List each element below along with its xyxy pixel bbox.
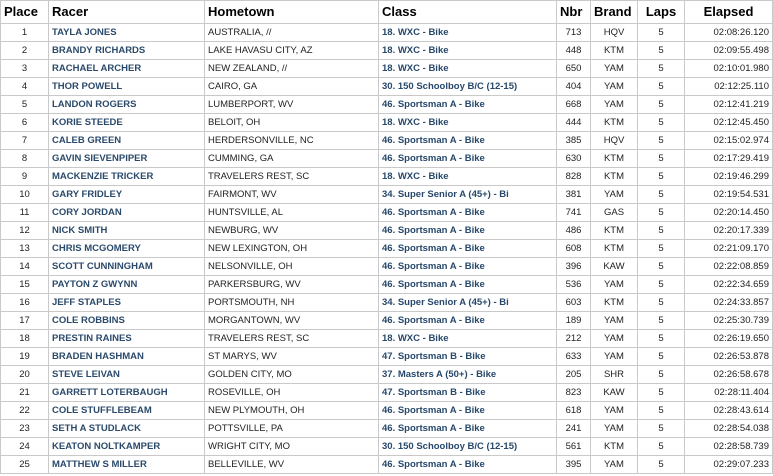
- cell-laps: 5: [638, 420, 685, 438]
- cell-nbr: 444: [557, 114, 591, 132]
- table-row: [1, 366, 773, 384]
- cell-hometown: FAIRMONT, WV: [205, 186, 379, 204]
- cell-nbr: 205: [557, 366, 591, 384]
- cell-class: 18. WXC - Bike: [379, 42, 557, 60]
- cell-class: 18. WXC - Bike: [379, 24, 557, 42]
- cell-laps: 5: [638, 204, 685, 222]
- cell-hometown: PARKERSBURG, WV: [205, 276, 379, 294]
- cell-racer: PAYTON Z GWYNN: [49, 276, 205, 294]
- cell-elapsed: 02:25:30.739: [685, 312, 773, 330]
- cell-racer: MACKENZIE TRICKER: [49, 168, 205, 186]
- table-row: [1, 420, 773, 438]
- cell-place: 16: [1, 294, 49, 312]
- cell-racer: NICK SMITH: [49, 222, 205, 240]
- cell-place: 25: [1, 456, 49, 474]
- cell-laps: 5: [638, 294, 685, 312]
- cell-elapsed: 02:29:07.233: [685, 456, 773, 474]
- cell-class: 30. 150 Schoolboy B/C (12-15): [379, 438, 557, 456]
- cell-nbr: 385: [557, 132, 591, 150]
- cell-laps: 5: [638, 24, 685, 42]
- cell-laps: 5: [638, 186, 685, 204]
- cell-racer: GARY FRIDLEY: [49, 186, 205, 204]
- cell-hometown: BELLEVILLE, WV: [205, 456, 379, 474]
- cell-nbr: 561: [557, 438, 591, 456]
- cell-class: 34. Super Senior A (45+) - Bi: [379, 186, 557, 204]
- cell-laps: 5: [638, 114, 685, 132]
- cell-racer: COLE ROBBINS: [49, 312, 205, 330]
- cell-brand: KTM: [591, 114, 638, 132]
- cell-laps: 5: [638, 222, 685, 240]
- cell-brand: SHR: [591, 366, 638, 384]
- header-class: Class: [379, 1, 557, 24]
- cell-racer: JEFF STAPLES: [49, 294, 205, 312]
- table-row: [1, 222, 773, 240]
- cell-racer: SCOTT CUNNINGHAM: [49, 258, 205, 276]
- cell-nbr: 404: [557, 78, 591, 96]
- cell-place: 4: [1, 78, 49, 96]
- cell-laps: 5: [638, 240, 685, 258]
- cell-brand: YAM: [591, 186, 638, 204]
- cell-brand: KTM: [591, 438, 638, 456]
- cell-place: 5: [1, 96, 49, 114]
- cell-brand: KTM: [591, 294, 638, 312]
- cell-place: 2: [1, 42, 49, 60]
- cell-place: 18: [1, 330, 49, 348]
- cell-class: 46. Sportsman A - Bike: [379, 132, 557, 150]
- cell-class: 37. Masters A (50+) - Bike: [379, 366, 557, 384]
- cell-hometown: NEW PLYMOUTH, OH: [205, 402, 379, 420]
- table-row: [1, 204, 773, 222]
- cell-class: 30. 150 Schoolboy B/C (12-15): [379, 78, 557, 96]
- cell-brand: YAM: [591, 420, 638, 438]
- cell-place: 9: [1, 168, 49, 186]
- table-row: [1, 456, 773, 474]
- cell-hometown: TRAVELERS REST, SC: [205, 330, 379, 348]
- cell-class: 18. WXC - Bike: [379, 114, 557, 132]
- table-row: [1, 132, 773, 150]
- cell-brand: YAM: [591, 78, 638, 96]
- cell-nbr: 212: [557, 330, 591, 348]
- cell-nbr: 608: [557, 240, 591, 258]
- cell-hometown: NEWBURG, WV: [205, 222, 379, 240]
- cell-nbr: 241: [557, 420, 591, 438]
- cell-racer: LANDON ROGERS: [49, 96, 205, 114]
- cell-brand: KAW: [591, 384, 638, 402]
- cell-laps: 5: [638, 276, 685, 294]
- table-row: [1, 24, 773, 42]
- cell-elapsed: 02:10:01.980: [685, 60, 773, 78]
- table-row: [1, 186, 773, 204]
- table-row: [1, 330, 773, 348]
- cell-place: 20: [1, 366, 49, 384]
- cell-elapsed: 02:28:58.739: [685, 438, 773, 456]
- cell-hometown: ROSEVILLE, OH: [205, 384, 379, 402]
- cell-racer: GAVIN SIEVENPIPER: [49, 150, 205, 168]
- header-hometown: Hometown: [205, 1, 379, 24]
- cell-laps: 5: [638, 384, 685, 402]
- cell-laps: 5: [638, 96, 685, 114]
- table-row: [1, 240, 773, 258]
- cell-elapsed: 02:08:26.120: [685, 24, 773, 42]
- cell-brand: HQV: [591, 132, 638, 150]
- cell-class: 46. Sportsman A - Bike: [379, 312, 557, 330]
- cell-brand: KTM: [591, 42, 638, 60]
- cell-racer: COLE STUFFLEBEAM: [49, 402, 205, 420]
- cell-elapsed: 02:20:17.339: [685, 222, 773, 240]
- cell-nbr: 650: [557, 60, 591, 78]
- cell-brand: KTM: [591, 240, 638, 258]
- cell-nbr: 395: [557, 456, 591, 474]
- cell-place: 22: [1, 402, 49, 420]
- cell-laps: 5: [638, 132, 685, 150]
- cell-elapsed: 02:12:25.110: [685, 78, 773, 96]
- cell-elapsed: 02:28:43.614: [685, 402, 773, 420]
- cell-nbr: 536: [557, 276, 591, 294]
- cell-nbr: 618: [557, 402, 591, 420]
- table-row: [1, 114, 773, 132]
- cell-racer: BRANDY RICHARDS: [49, 42, 205, 60]
- cell-nbr: 396: [557, 258, 591, 276]
- cell-racer: PRESTIN RAINES: [49, 330, 205, 348]
- header-racer: Racer: [49, 1, 205, 24]
- cell-class: 46. Sportsman A - Bike: [379, 96, 557, 114]
- cell-place: 23: [1, 420, 49, 438]
- cell-nbr: 603: [557, 294, 591, 312]
- cell-hometown: HERDERSONVILLE, NC: [205, 132, 379, 150]
- table-row: [1, 150, 773, 168]
- cell-brand: KTM: [591, 150, 638, 168]
- table-row: [1, 258, 773, 276]
- cell-elapsed: 02:21:09.170: [685, 240, 773, 258]
- cell-hometown: PORTSMOUTH, NH: [205, 294, 379, 312]
- cell-class: 34. Super Senior A (45+) - Bi: [379, 294, 557, 312]
- cell-class: 18. WXC - Bike: [379, 168, 557, 186]
- cell-hometown: WRIGHT CITY, MO: [205, 438, 379, 456]
- cell-place: 11: [1, 204, 49, 222]
- cell-place: 1: [1, 24, 49, 42]
- cell-racer: CHRIS MCGOMERY: [49, 240, 205, 258]
- cell-elapsed: 02:26:19.650: [685, 330, 773, 348]
- cell-elapsed: 02:20:14.450: [685, 204, 773, 222]
- cell-place: 6: [1, 114, 49, 132]
- cell-place: 3: [1, 60, 49, 78]
- cell-elapsed: 02:26:53.878: [685, 348, 773, 366]
- table-row: [1, 60, 773, 78]
- cell-hometown: NELSONVILLE, OH: [205, 258, 379, 276]
- cell-elapsed: 02:22:34.659: [685, 276, 773, 294]
- cell-nbr: 828: [557, 168, 591, 186]
- table-row: [1, 78, 773, 96]
- cell-brand: YAM: [591, 276, 638, 294]
- cell-class: 46. Sportsman A - Bike: [379, 456, 557, 474]
- cell-hometown: ST MARYS, WV: [205, 348, 379, 366]
- cell-hometown: NEW ZEALAND, //: [205, 60, 379, 78]
- table-row: [1, 348, 773, 366]
- cell-hometown: BELOIT, OH: [205, 114, 379, 132]
- cell-laps: 5: [638, 78, 685, 96]
- cell-laps: 5: [638, 348, 685, 366]
- cell-laps: 5: [638, 402, 685, 420]
- cell-class: 46. Sportsman A - Bike: [379, 150, 557, 168]
- cell-hometown: CAIRO, GA: [205, 78, 379, 96]
- cell-hometown: LUMBERPORT, WV: [205, 96, 379, 114]
- cell-place: 19: [1, 348, 49, 366]
- cell-place: 10: [1, 186, 49, 204]
- cell-racer: SETH A STUDLACK: [49, 420, 205, 438]
- cell-hometown: HUNTSVILLE, AL: [205, 204, 379, 222]
- cell-elapsed: 02:09:55.498: [685, 42, 773, 60]
- cell-elapsed: 02:24:33.857: [685, 294, 773, 312]
- cell-laps: 5: [638, 330, 685, 348]
- cell-elapsed: 02:26:58.678: [685, 366, 773, 384]
- cell-racer: GARRETT LOTERBAUGH: [49, 384, 205, 402]
- cell-place: 12: [1, 222, 49, 240]
- cell-brand: YAM: [591, 348, 638, 366]
- cell-elapsed: 02:17:29.419: [685, 150, 773, 168]
- header-elapsed: Elapsed: [685, 1, 773, 24]
- cell-elapsed: 02:28:11.404: [685, 384, 773, 402]
- cell-nbr: 713: [557, 24, 591, 42]
- cell-nbr: 189: [557, 312, 591, 330]
- cell-brand: KAW: [591, 258, 638, 276]
- cell-class: 18. WXC - Bike: [379, 330, 557, 348]
- cell-hometown: LAKE HAVASU CITY, AZ: [205, 42, 379, 60]
- table-row: [1, 438, 773, 456]
- cell-nbr: 448: [557, 42, 591, 60]
- cell-nbr: 823: [557, 384, 591, 402]
- cell-brand: HQV: [591, 24, 638, 42]
- cell-elapsed: 02:19:46.299: [685, 168, 773, 186]
- table-row: [1, 294, 773, 312]
- cell-laps: 5: [638, 42, 685, 60]
- cell-place: 21: [1, 384, 49, 402]
- cell-class: 46. Sportsman A - Bike: [379, 420, 557, 438]
- header-laps: Laps: [638, 1, 685, 24]
- cell-laps: 5: [638, 366, 685, 384]
- table-row: [1, 312, 773, 330]
- cell-laps: 5: [638, 456, 685, 474]
- cell-class: 47. Sportsman B - Bike: [379, 384, 557, 402]
- cell-elapsed: 02:28:54.038: [685, 420, 773, 438]
- cell-brand: KTM: [591, 222, 638, 240]
- cell-laps: 5: [638, 150, 685, 168]
- cell-class: 18. WXC - Bike: [379, 60, 557, 78]
- cell-racer: CORY JORDAN: [49, 204, 205, 222]
- cell-place: 15: [1, 276, 49, 294]
- cell-place: 7: [1, 132, 49, 150]
- cell-hometown: AUSTRALIA, //: [205, 24, 379, 42]
- table-row: [1, 276, 773, 294]
- cell-laps: 5: [638, 60, 685, 78]
- cell-place: 8: [1, 150, 49, 168]
- cell-hometown: TRAVELERS REST, SC: [205, 168, 379, 186]
- cell-class: 46. Sportsman A - Bike: [379, 258, 557, 276]
- cell-brand: KTM: [591, 168, 638, 186]
- cell-racer: RACHAEL ARCHER: [49, 60, 205, 78]
- cell-brand: YAM: [591, 456, 638, 474]
- cell-elapsed: 02:12:41.219: [685, 96, 773, 114]
- cell-racer: CALEB GREEN: [49, 132, 205, 150]
- header-place: Place: [1, 1, 49, 24]
- cell-racer: MATTHEW S MILLER: [49, 456, 205, 474]
- header-nbr: Nbr: [557, 1, 591, 24]
- cell-laps: 5: [638, 312, 685, 330]
- cell-laps: 5: [638, 258, 685, 276]
- cell-class: 46. Sportsman A - Bike: [379, 240, 557, 258]
- table-row: [1, 168, 773, 186]
- cell-nbr: 633: [557, 348, 591, 366]
- cell-class: 46. Sportsman A - Bike: [379, 204, 557, 222]
- table-row: [1, 384, 773, 402]
- cell-class: 46. Sportsman A - Bike: [379, 222, 557, 240]
- cell-elapsed: 02:12:45.450: [685, 114, 773, 132]
- cell-laps: 5: [638, 168, 685, 186]
- header-row: [1, 1, 773, 24]
- cell-nbr: 630: [557, 150, 591, 168]
- cell-elapsed: 02:19:54.531: [685, 186, 773, 204]
- cell-elapsed: 02:22:08.859: [685, 258, 773, 276]
- header-brand: Brand: [591, 1, 638, 24]
- cell-racer: STEVE LEIVAN: [49, 366, 205, 384]
- table-row: [1, 402, 773, 420]
- table-row: [1, 42, 773, 60]
- cell-brand: YAM: [591, 330, 638, 348]
- cell-nbr: 668: [557, 96, 591, 114]
- cell-hometown: POTTSVILLE, PA: [205, 420, 379, 438]
- cell-racer: KORIE STEEDE: [49, 114, 205, 132]
- cell-laps: 5: [638, 438, 685, 456]
- cell-brand: YAM: [591, 60, 638, 78]
- cell-hometown: CUMMING, GA: [205, 150, 379, 168]
- cell-brand: GAS: [591, 204, 638, 222]
- cell-racer: TAYLA JONES: [49, 24, 205, 42]
- cell-brand: YAM: [591, 312, 638, 330]
- cell-racer: BRADEN HASHMAN: [49, 348, 205, 366]
- cell-hometown: MORGANTOWN, WV: [205, 312, 379, 330]
- cell-nbr: 741: [557, 204, 591, 222]
- cell-nbr: 381: [557, 186, 591, 204]
- cell-brand: YAM: [591, 96, 638, 114]
- cell-class: 47. Sportsman B - Bike: [379, 348, 557, 366]
- cell-place: 17: [1, 312, 49, 330]
- cell-hometown: NEW LEXINGTON, OH: [205, 240, 379, 258]
- cell-place: 13: [1, 240, 49, 258]
- cell-brand: YAM: [591, 402, 638, 420]
- cell-racer: KEATON NOLTKAMPER: [49, 438, 205, 456]
- cell-place: 24: [1, 438, 49, 456]
- cell-class: 46. Sportsman A - Bike: [379, 276, 557, 294]
- cell-class: 46. Sportsman A - Bike: [379, 402, 557, 420]
- cell-racer: THOR POWELL: [49, 78, 205, 96]
- cell-nbr: 486: [557, 222, 591, 240]
- cell-elapsed: 02:15:02.974: [685, 132, 773, 150]
- results-body: [1, 24, 773, 474]
- cell-place: 14: [1, 258, 49, 276]
- cell-hometown: GOLDEN CITY, MO: [205, 366, 379, 384]
- table-row: [1, 96, 773, 114]
